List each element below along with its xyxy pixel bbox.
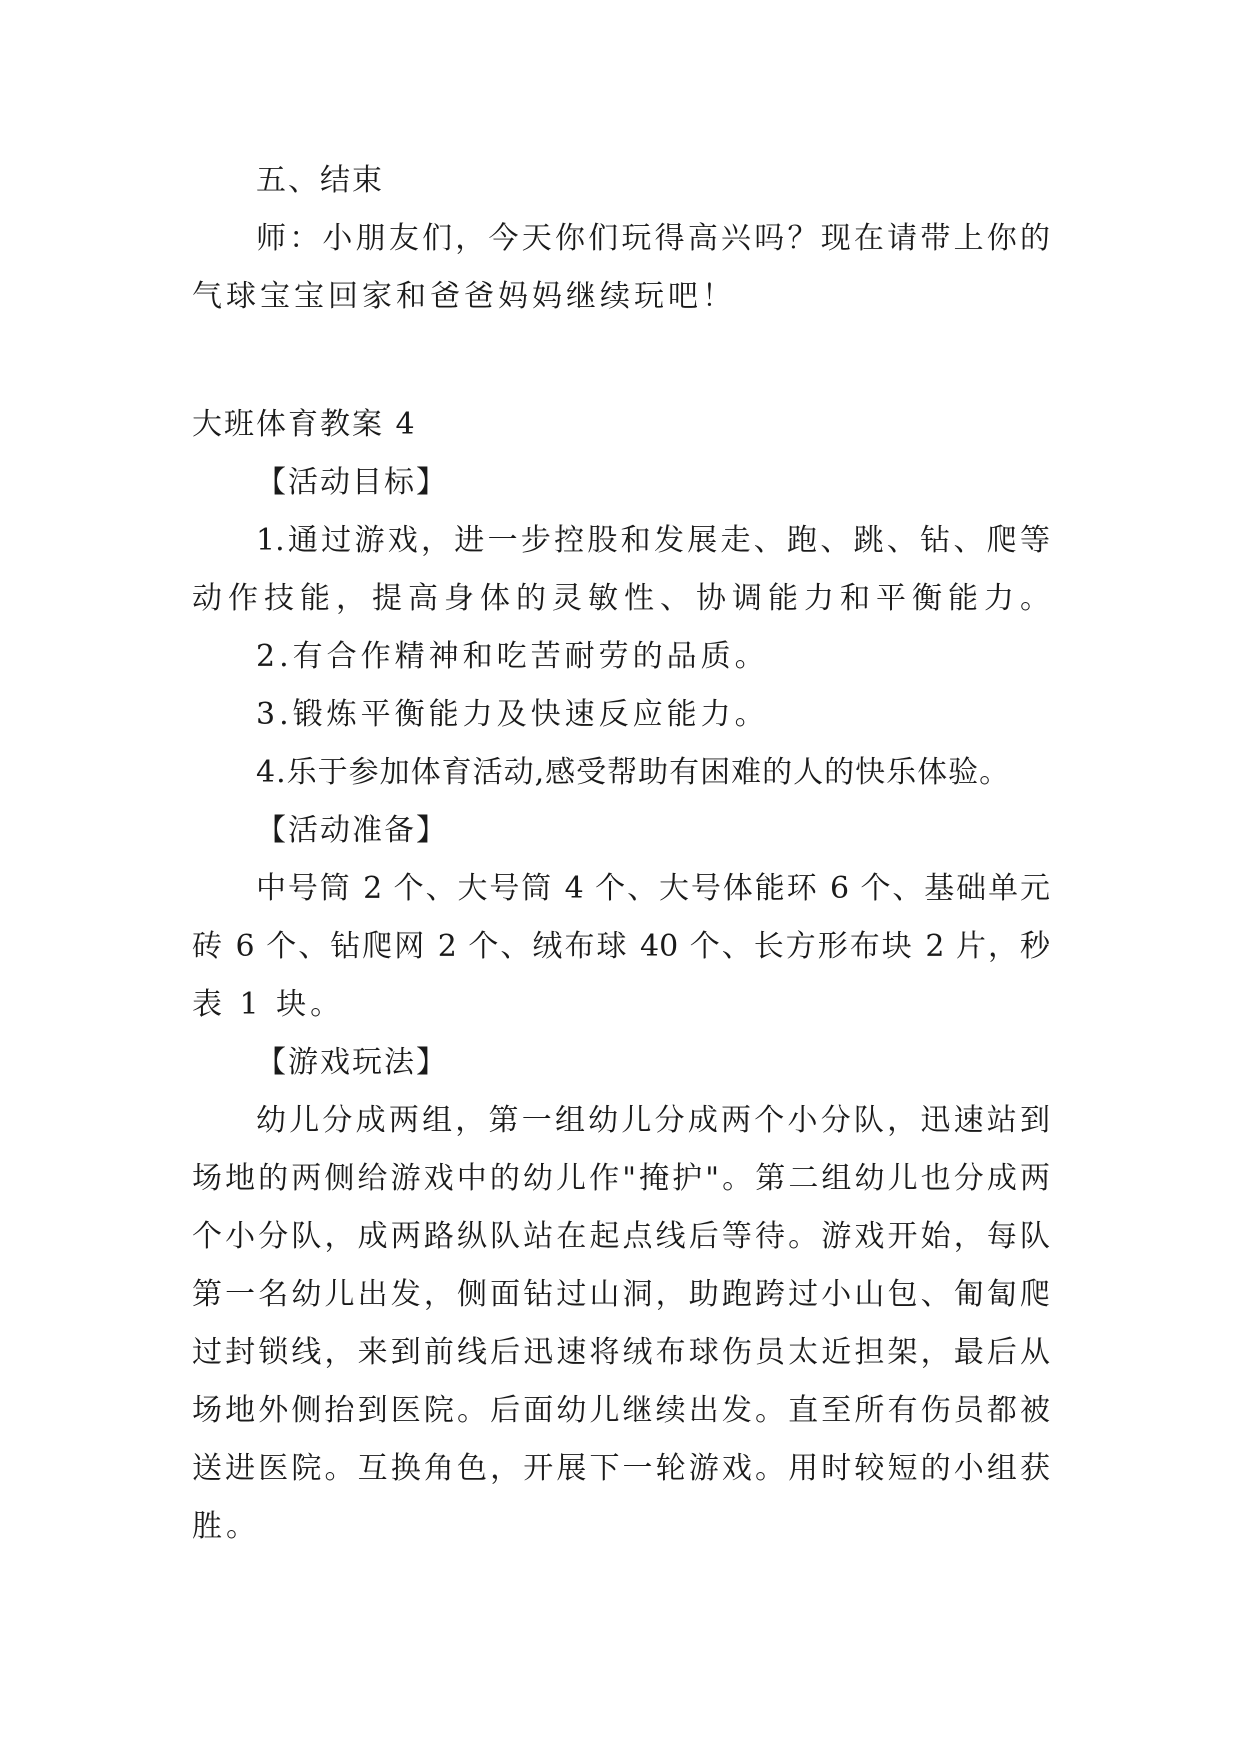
- preparation-line: 中号筒 2 个、大号筒 4 个、大号体能环 6 个、基础单元: [256, 871, 1050, 906]
- document-title: 大班体育教案 4: [192, 407, 417, 442]
- paragraph-line: 师：小朋友们，今天你们玩得高兴吗？现在请带上你的: [256, 221, 1050, 256]
- section-heading: 五、结束: [256, 163, 384, 198]
- gameplay-line: 场地外侧抬到医院。后面幼儿继续出发。直至所有伤员都被: [192, 1393, 1050, 1428]
- preparation-line: 砖 6 个、钻爬网 2 个、绒布球 40 个、长方形布块 2 片，秒: [192, 929, 1050, 964]
- preparation-heading: 【活动准备】: [256, 813, 448, 848]
- gameplay-line: 胜。: [192, 1509, 260, 1544]
- goal-item-continued: 动作技能，提高身体的灵敏性、协调能力和平衡能力。: [192, 581, 1050, 616]
- preparation-line: 表 1 块。: [192, 987, 345, 1022]
- goal-item: 2.有合作精神和吃苦耐劳的品质。: [256, 639, 769, 674]
- goals-heading: 【活动目标】: [256, 465, 448, 500]
- gameplay-line: 场地的两侧给游戏中的幼儿作"掩护"。第二组幼儿也分成两: [192, 1161, 1050, 1196]
- document-page: [192, 152, 1050, 1556]
- gameplay-line: 送进医院。互换角色，开展下一轮游戏。用时较短的小组获: [192, 1451, 1050, 1486]
- goal-item: 1.通过游戏，进一步控股和发展走、跑、跳、钻、爬等: [256, 523, 1050, 558]
- gameplay-line: 过封锁线，来到前线后迅速将绒布球伤员太近担架，最后从: [192, 1335, 1050, 1370]
- gameplay-line: 第一名幼儿出发，侧面钻过山洞，助跑跨过小山包、匍匐爬: [192, 1277, 1050, 1312]
- goal-item: 3.锻炼平衡能力及快速反应能力。: [256, 697, 769, 732]
- goal-item: 4.乐于参加体育活动,感受帮助有困难的人的快乐体验。: [256, 755, 1011, 790]
- section-spacer: [192, 326, 1050, 396]
- gameplay-line: 幼儿分成两组，第一组幼儿分成两个小分队，迅速站到: [256, 1103, 1050, 1138]
- gameplay-heading: 【游戏玩法】: [256, 1045, 448, 1080]
- paragraph-line: 气球宝宝回家和爸爸妈妈继续玩吧！: [192, 279, 736, 314]
- gameplay-line: 个小分队，成两路纵队站在起点线后等待。游戏开始，每队: [192, 1219, 1050, 1254]
